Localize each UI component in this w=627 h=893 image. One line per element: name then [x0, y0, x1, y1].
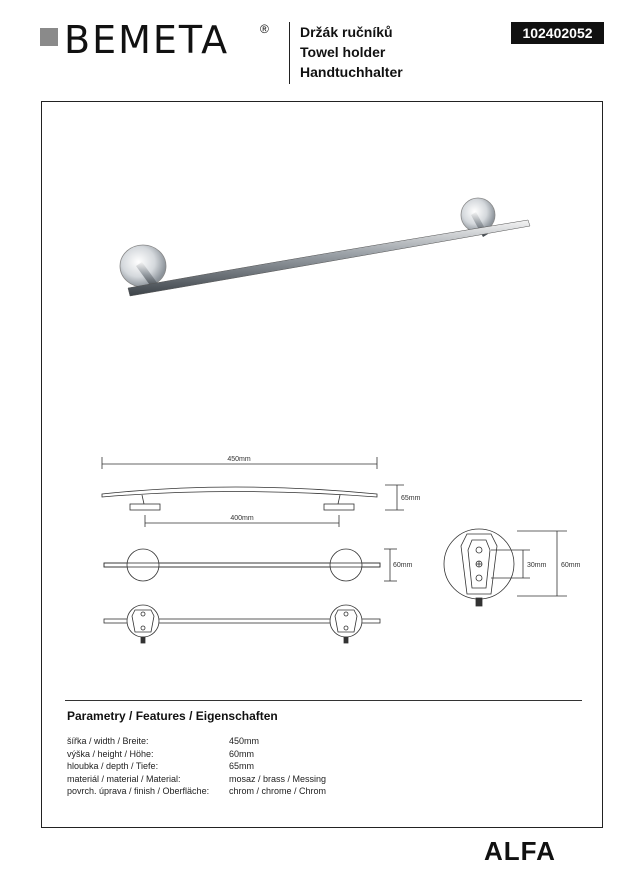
- param-row: povrch. úprava / finish / Oberfläche: chrom / chrome / Chrom: [67, 786, 327, 796]
- mount-spacing-dimension: 400mm: [230, 515, 254, 522]
- product-titles: [300, 22, 403, 82]
- params-separator: [65, 700, 582, 701]
- brand-logo: [38, 18, 278, 66]
- plate-outer-dimension: 60mm: [561, 562, 581, 569]
- plate-inner-dimension: 30mm: [527, 562, 547, 569]
- height-dimension: 60mm: [393, 562, 413, 569]
- title-cs: Držák ručníků: [300, 24, 393, 40]
- title-de: Handtuchhalter: [300, 64, 403, 80]
- series-name: ALFA: [484, 836, 556, 866]
- brand-name: BEMETA: [64, 18, 230, 62]
- param-row: hloubka / depth / Tiefe: 65mm: [67, 761, 255, 771]
- param-row: výška / height / Höhe: 60mm: [67, 748, 255, 759]
- param-row: materiál / material / Material: mosaz / brass / Messing: [67, 773, 327, 784]
- title-divider: [289, 22, 290, 84]
- logo-square-icon: [40, 28, 58, 46]
- width-dimension: 450mm: [227, 456, 251, 463]
- registered-mark: ®: [260, 22, 269, 36]
- title-en: Towel holder: [300, 44, 386, 60]
- param-row: šířka / width / Breite: 450mm: [67, 736, 260, 746]
- top-view-bar: [102, 487, 377, 497]
- product-sheet-frame: [41, 101, 603, 828]
- params-table: [67, 735, 326, 798]
- product-code-badge: 102402052: [511, 22, 604, 44]
- params-title: Parametry / Features / Eigenschaften: [67, 709, 278, 723]
- depth-dimension: 65mm: [401, 495, 421, 502]
